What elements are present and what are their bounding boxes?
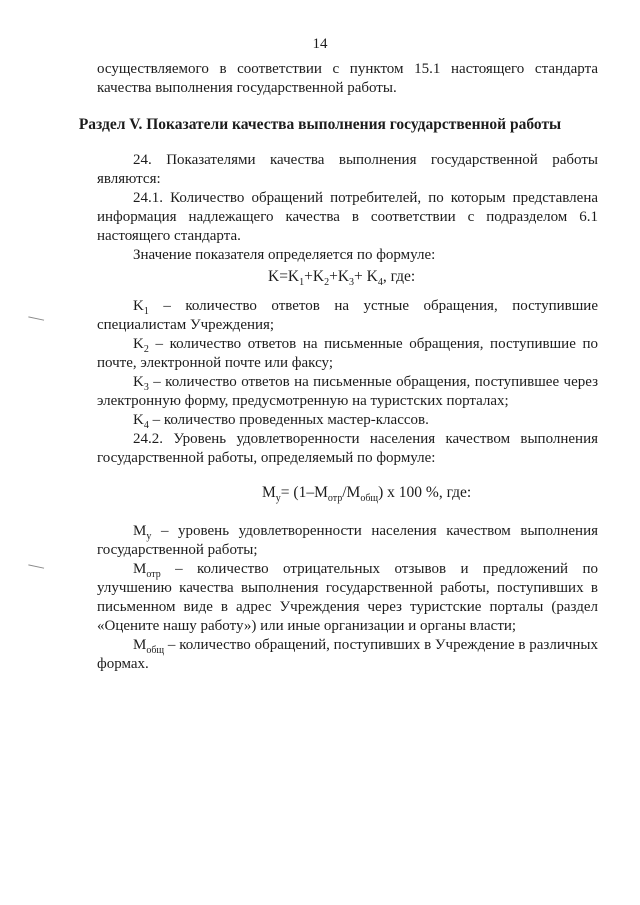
formula-k: $K=K_1+K_2+K_3+ K_4$, где:: [268, 268, 416, 289]
paragraph-24-1: 24.1. Количество обращений потребителей, по которым представлена информация надлежащего качества в соответствии с подразделом 6.1 настоящего стандарта.: [97, 190, 598, 244]
k4-definition: $K_4$ – количество проведенных мастер-классов.: [133, 412, 429, 431]
k1-definition: $K_1$ – количество ответов на устные обращения, поступившие специалистам Учреждения;: [97, 298, 598, 333]
k-definitions: [97, 297, 598, 430]
paragraph-24: 24. Показателями качества выполнения государственной работы являются:: [97, 152, 598, 187]
margin-mark: [28, 564, 44, 570]
intro-paragraph: осуществляемого в соответствии с пунктом 15.1 настоящего стандарта качества выполнения государственной работы.: [97, 61, 598, 96]
motr-definition: $M_{отр}$ – количество отрицательных отзывов и предложений по улучшению качества выполнения государственной работы, поступивших в письменном виде в адрес Учреждения через туристские порталы (раздел «Оцените нашу работу») или иные организации и органы власти;: [97, 561, 598, 634]
m-definitions: [97, 522, 598, 674]
satisfaction-block: [97, 430, 598, 468]
k3-definition: $K_3$ – количество ответов на письменные обращения, поступившее через электронную форму, предусмотренную на туристских порталах;: [97, 374, 598, 409]
paragraph-24-2: 24.2. Уровень удовлетворенности населения качеством выполнения государственной работы, определяемый по формуле:: [97, 431, 598, 466]
my-definition: $M_у$ – уровень удовлетворенности населения качеством выполнения государственной работы;: [97, 523, 598, 558]
indicators-block: [97, 151, 598, 265]
page-number: 14: [312, 36, 328, 52]
section-title: Раздел V. Показатели качества выполнения государственной работы: [78, 116, 562, 133]
k2-definition: $K_2$ – количество ответов на письменные обращения, поступившие по почте, электронной почте или факсу;: [97, 336, 598, 371]
margin-mark: [28, 316, 44, 322]
mobsh-definition: $M_{общ}$ – количество обращений, поступивших в Учреждение в различных формах.: [97, 637, 598, 672]
formula-note: Значение показателя определяется по формуле:: [133, 247, 436, 263]
formula-m: $M_у= (1-M_{отр}/M_{общ})$ x 100 %, где:: [262, 484, 472, 505]
